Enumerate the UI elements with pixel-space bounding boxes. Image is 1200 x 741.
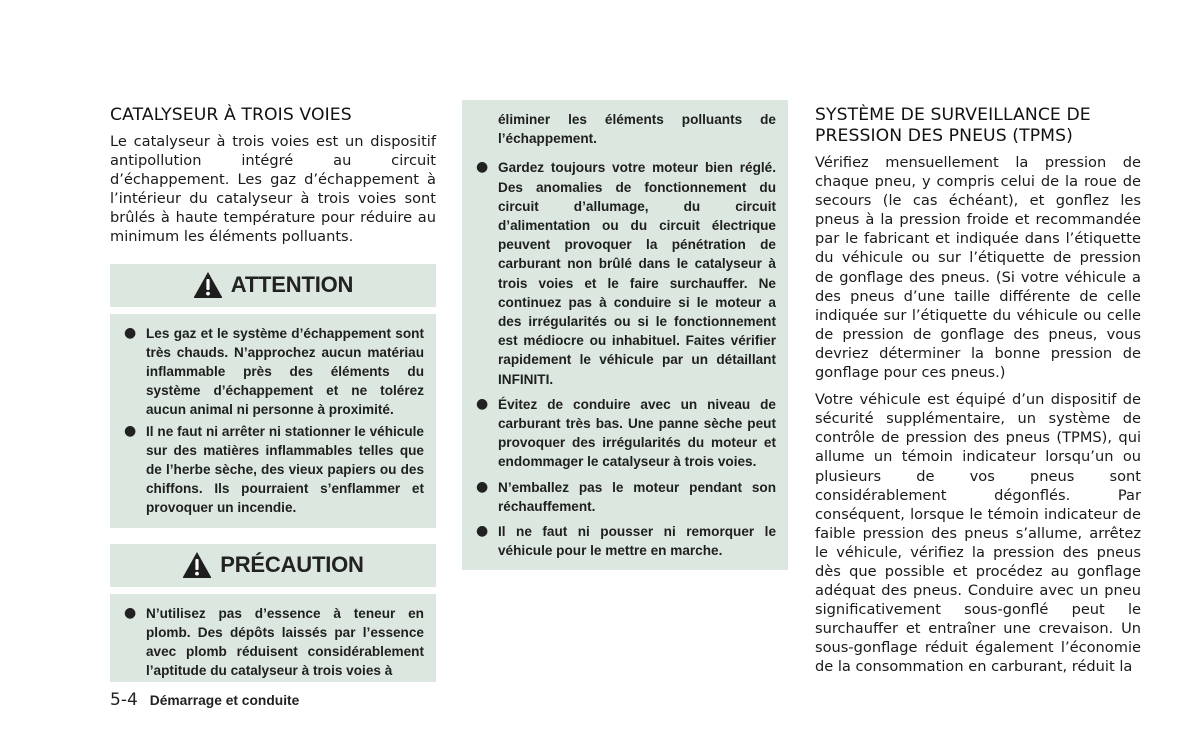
middle-column — [462, 100, 788, 570]
list-item — [474, 522, 776, 560]
precaution-title: PRÉCAUTION — [220, 552, 364, 578]
list-item — [122, 604, 424, 681]
page-footer — [110, 690, 299, 710]
precaution-item-text: Évitez de conduire avec un niveau de carburant très bas. Une panne sèche peut provoquer des irrégularités du moteur et endommager le catalyseur à trois voies. — [498, 396, 776, 470]
precaution-item-text: Il ne faut ni pousser ni remorquer le véhicule pour le mettre en marche. — [498, 524, 776, 559]
left-column — [110, 105, 436, 682]
bullet-icon: ● — [476, 395, 489, 412]
list-item — [474, 158, 776, 388]
bullet-icon: ● — [476, 523, 489, 540]
chapter-title: Démarrage et conduite — [149, 693, 300, 708]
precaution-header — [110, 544, 436, 587]
attention-item-text: Il ne faut ni arrêter ni stationner le véhicule sur des matières inflammables telles que de l’herbe sèche, des vieux papiers ou des chiffons. Ils pourraient s’enflammer et provoquer un incendie. — [146, 423, 424, 516]
list-item — [122, 422, 424, 518]
section-heading-catalyst: CATALYSEUR À TROIS VOIES — [110, 105, 352, 125]
page-number: 5-4 — [110, 690, 138, 710]
precaution-item-text: N’emballez pas le moteur pendant son réchauffement. — [498, 479, 776, 514]
attention-title: ATTENTION — [230, 272, 354, 298]
continuation-text: éliminer les éléments polluants de l’échappement. — [498, 112, 776, 147]
bullet-icon: ● — [124, 422, 137, 439]
warning-triangle-icon — [182, 551, 212, 579]
bullet-icon: ● — [124, 324, 137, 341]
bullet-icon: ● — [476, 159, 489, 176]
catalyst-paragraph: Le catalyseur à trois voies est un dispositif antipollution intégré au circuit d’échappement. Les gaz d’échappement à l’intérieur du catalyseur à trois voies sont brûlés à haute température pour réduire au minimum les éléments polluants. — [110, 133, 436, 246]
tpms-paragraph-1: Vérifiez mensuellement la pression de chaque pneu, y compris celui de la roue de secours (le cas échéant), et gonflez les pneus à la pression froide et recommandée par le fabricant et indiquée dans l’étiquette du véhicule ou sur l’étiquette de pression de gonflage des pneus. (Si votre véhicule a des pneus d’une taille différente de celle indiquée sur l’étiquette du véhicule ou celle de pression de gonflage des pneus, vous devriez déterminer la bonne pression de gonflage pour ces pneus.) — [815, 154, 1141, 382]
bullet-icon: ● — [476, 478, 489, 495]
precaution-item-text: N’utilisez pas d’essence à teneur en plomb. Des dépôts laissés par l’essence avec plomb réduisent considérablement l’aptitude du catalyseur à trois voies à — [146, 605, 424, 679]
attention-box — [110, 314, 436, 528]
warning-triangle-icon — [193, 271, 223, 299]
section-heading-tpms: SYSTÈME DE SURVEILLANCE DE PRESSION DES PNEUS (TPMS) — [815, 105, 1091, 146]
list-item — [122, 324, 424, 420]
tpms-paragraph-2: Votre véhicule est équipé d’un dispositif de sécurité supplémentaire, un système de contrôle de pression des pneus (TPMS), qui allume un témoin indicateur lorsqu’un ou plusieurs de vos pneus sont considérablement dégonflés. Par conséquent, lorsque le témoin indicateur de faible pression des pneus s’allume, arrêtez le véhicule, vérifiez la pression des pneus dès que possible et procédez au gonflage adéquat des pneus. Conduire avec un pneu significativement sous-gonflé peut le surchauffer et entraîner une crevaison. Un sous-gonflage réduit également l’économie de la consommation en carburant, réduit la — [815, 391, 1141, 676]
list-item — [474, 395, 776, 472]
precaution-item-text: Gardez toujours votre moteur bien réglé. Des anomalies de fonctionnement du circuit d’allumage, du circuit d’alimentation ou du circuit électrique peuvent provoquer la pénétration de carburant non brûlé dans le catalyseur à trois voies et le faire surchauffer. Ne continuez pas à conduire si le moteur a des irrégularités ou si le fonctionnement est médiocre ou inhabituel. Faites vérifier rapidement le véhicule par un détaillant INFINITI. — [498, 160, 776, 387]
precaution-box — [110, 594, 436, 682]
attention-header — [110, 264, 436, 307]
list-item — [474, 478, 776, 516]
right-column — [815, 105, 1141, 685]
precaution-continued-box — [462, 100, 788, 570]
bullet-icon: ● — [124, 604, 137, 621]
attention-item-text: Les gaz et le système d’échappement sont très chauds. N’approchez aucun matériau inflammable près des éléments du système d’échappement et ne tolérez aucun animal ni personne à proximité. — [146, 325, 424, 418]
